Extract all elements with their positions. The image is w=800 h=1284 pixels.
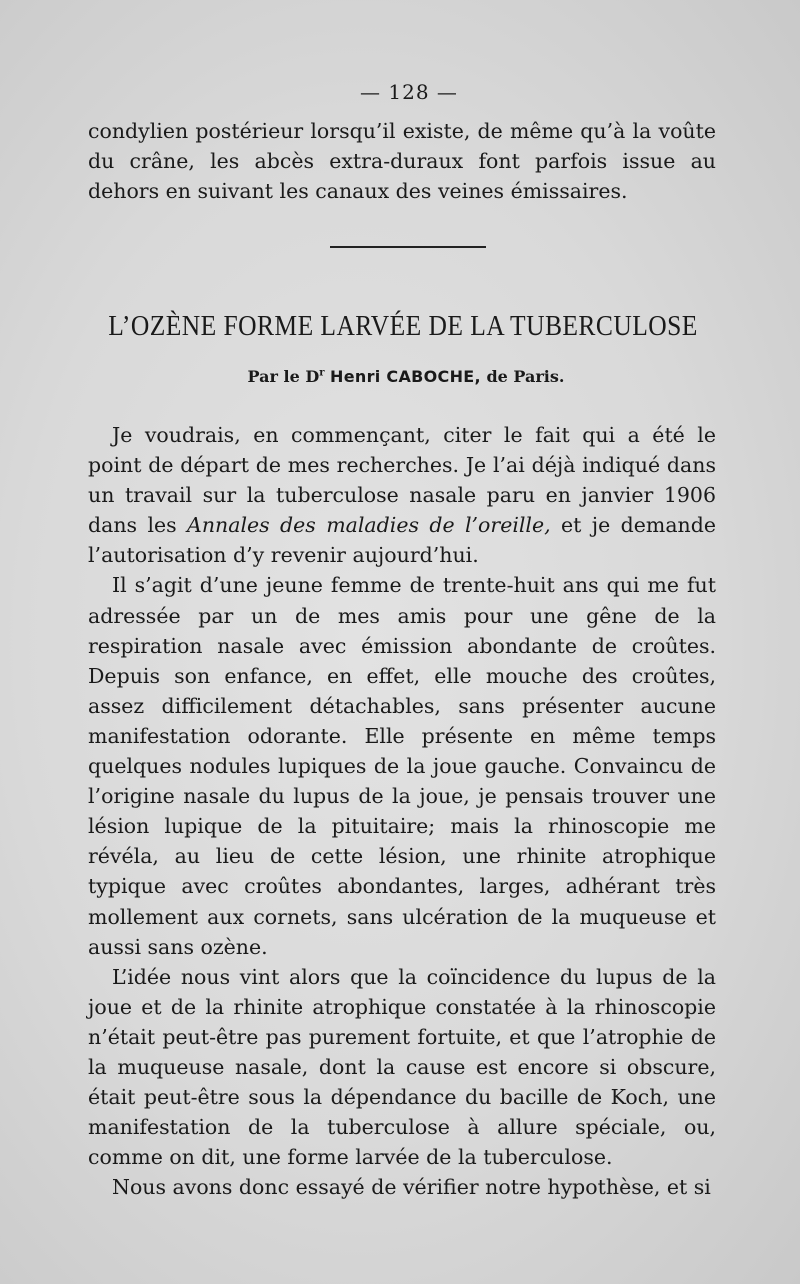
byline-prefix-sup: r [319, 367, 325, 379]
paragraph-1-text-before: Je voudrais, en commençant, citer le fait qui a été le point de départ de mes recherches. Je l’ai déjà indiqué dans un travail sur la tuberculose nasale paru en janvier 1906 dans les [88, 423, 716, 538]
article-body [88, 420, 716, 1202]
intro-paragraph: condylien postérieur lorsqu’il existe, de même qu’à la voûte du crâne, les abcès extra-duraux font parfois issue au dehors en suivant les canaux des veines émissaires. [88, 119, 716, 204]
paragraph-1-text-after: et je demande l’autorisation d’y revenir aujourd’hui. [88, 513, 716, 568]
byline-suffix: de Paris. [486, 367, 565, 386]
article-paragraph-4: Nous avons donc essayé de vérifier notre hypothèse, et si [112, 1175, 711, 1200]
article-paragraph-1 [88, 420, 716, 570]
byline-author: Henri CABOCHE, [330, 367, 481, 386]
article-paragraph-3: L’idée nous vint alors que la coïncidence du lupus de la joue et de la rhinite atrophique constatée à la rhinoscopie n’était peut-être pas purement fortuite, et que l’atrophie de la muqueuse nasale, dont la cause est encore si obscure, était peut-être sous la dépendance du bacille de Koch, une manifestation de la tuberculose à allure spéciale, ou, comme on dit, une forme larvée de la tuberculose. [88, 964, 716, 1170]
section-separator [330, 246, 486, 248]
article-byline [0, 367, 800, 386]
byline-prefix: Par le D [247, 367, 320, 386]
article-title: L’OZÈNE FORME LARVÉE DE LA TUBERCULOSE [108, 310, 698, 342]
page-number: — 128 — [360, 80, 458, 104]
journal-title: Annales des maladies de l’oreille, [187, 513, 551, 538]
article-paragraph-2: Il s’agit d’une jeune femme de trente-huit ans qui me fut adressée par un de mes amis pour une gêne de la respiration nasale avec émission abondante de croûtes. Depuis son enfance, en effet, elle mouche des croûtes, assez difficilement détachables, sans présenter aucune manifestation odorante. Elle présente en même temps quelques nodules lupiques de la joue gauche. Convaincu de l’origine nasale du lupus de la joue, je pensais trouver une lésion lupique de la pituitaire; mais la rhinoscopie me révéla, au lieu de cette lésion, une rhinite atrophique typique avec croûtes abondantes, larges, adhérant très mollement aux cornets, sans ulcération de la muqueuse et aussi sans ozène. [88, 573, 716, 959]
